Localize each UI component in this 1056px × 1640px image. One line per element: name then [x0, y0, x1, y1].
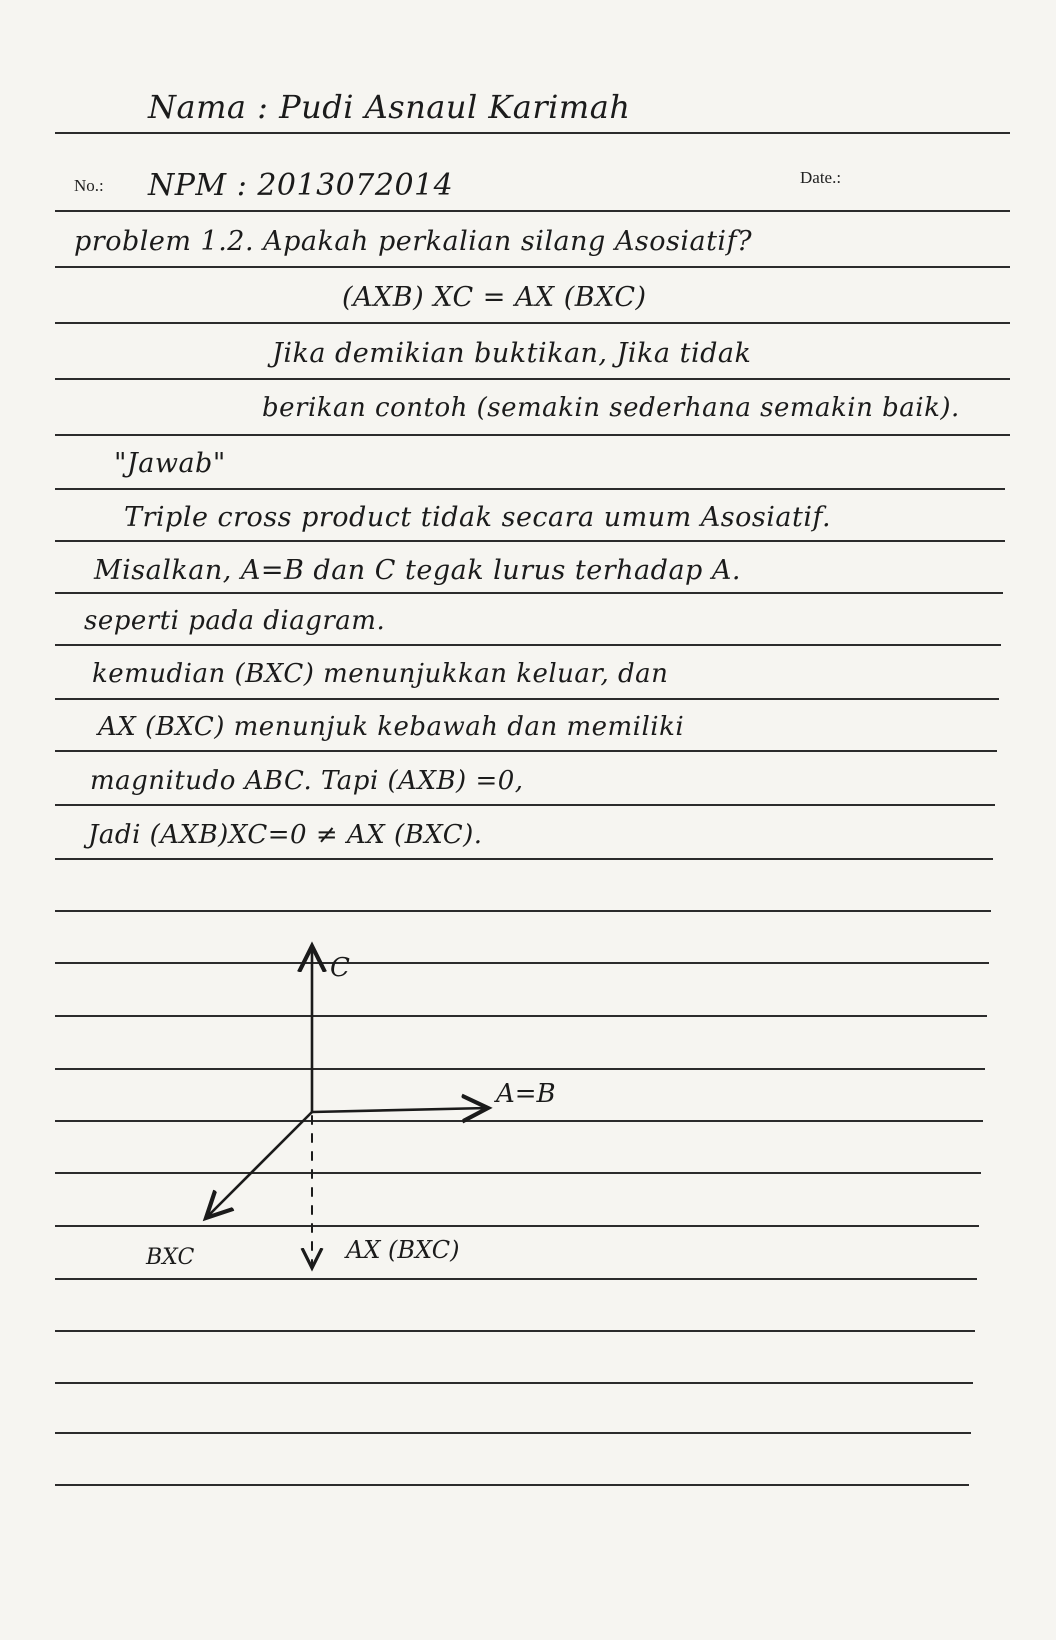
- answer-heading: "Jawab": [114, 448, 226, 479]
- label-bxc: BXC: [146, 1245, 195, 1270]
- label-axbxc: AX (BXC): [346, 1236, 460, 1264]
- answer-line: AX (BXC) menunjuk kebawah dan memiliki: [98, 712, 685, 742]
- answer-line: Triple cross product tidak secara umum Asosiatif.: [124, 502, 832, 533]
- date-label: Date.:: [800, 168, 842, 187]
- answer-line: seperti pada diagram.: [84, 606, 386, 636]
- problem-line: problem 1.2. Apakah perkalian silang Asosiatif?: [74, 226, 753, 257]
- answer-line: kemudian (BXC) menunjukkan keluar, dan: [92, 659, 669, 689]
- vector-ab-arrow: [312, 1108, 488, 1112]
- no-label: No.:: [74, 176, 104, 195]
- problem-line: Jika demikian buktikan, Jika tidak: [272, 338, 752, 369]
- problem-equation: (AXB) XC = AX (BXC): [342, 282, 647, 313]
- vector-bxc-arrow: [206, 1112, 312, 1218]
- problem-line: berikan contoh (semakin sederhana semakin baik).: [262, 393, 960, 423]
- answer-line: magnitudo ABC. Tapi (AXB) =0,: [90, 766, 524, 796]
- label-a-equals-b: A=B: [496, 1079, 556, 1109]
- answer-line: Misalkan, A=B dan C tegak lurus terhadap A.: [94, 555, 741, 586]
- npm-line: NPM : 2013072014: [148, 168, 454, 203]
- answer-line: Jadi (AXB)XC=0 ≠ AX (BXC).: [88, 820, 483, 850]
- name-line: Nama : Pudi Asnaul Karimah: [148, 88, 631, 126]
- label-c: C: [330, 953, 350, 983]
